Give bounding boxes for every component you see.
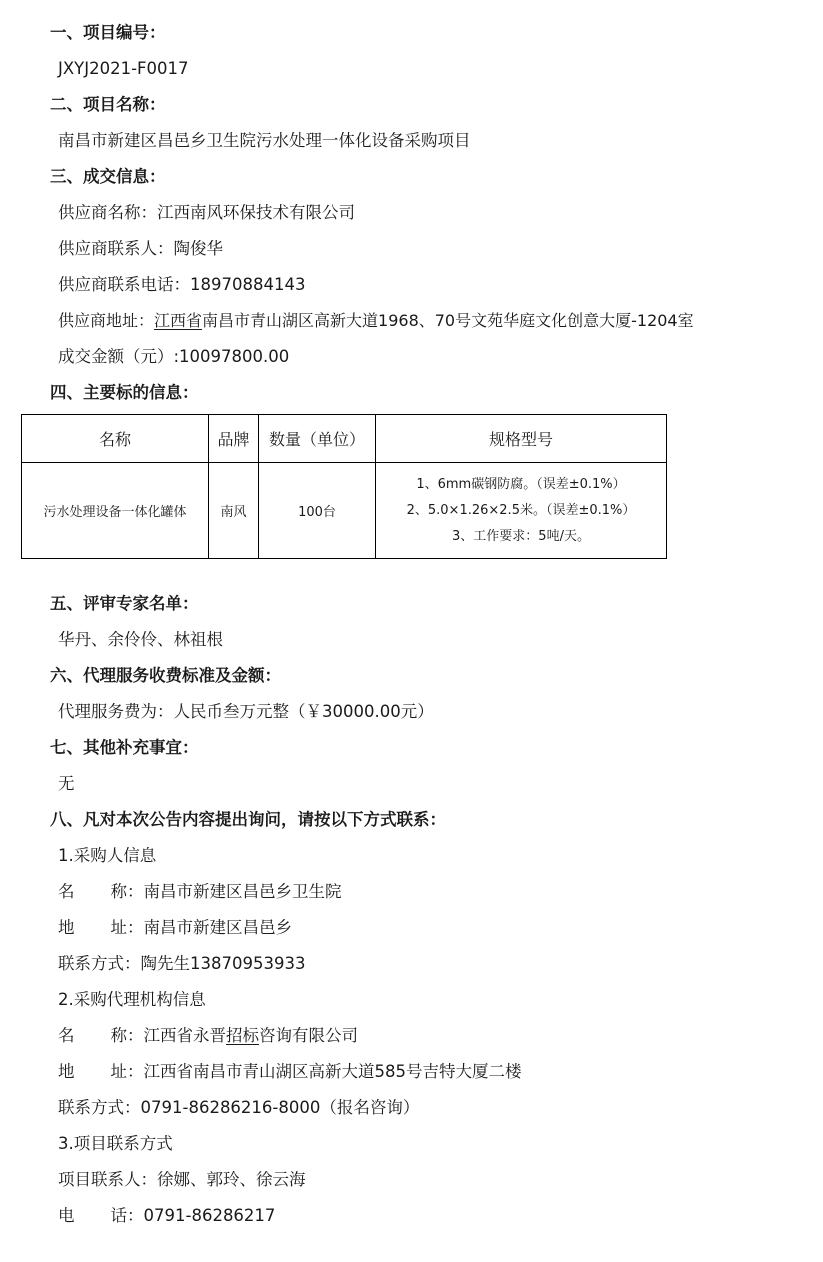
- table-row: [22, 463, 667, 559]
- cell-brand: 南风: [209, 463, 259, 559]
- cell-name: 污水处理设备一体化罐体: [22, 463, 209, 559]
- agency-contact: 联系方式：0791-86286216-8000（报名咨询）: [58, 1098, 420, 1117]
- header-name: 名称: [22, 415, 209, 463]
- supplier-address-province: 江西省: [154, 311, 203, 330]
- agency-name: [58, 1026, 358, 1046]
- spec-line-3: 3、工作要求：5吨/天。: [452, 528, 590, 544]
- supplier-address-label: 供应商地址：: [58, 311, 155, 330]
- header-quantity: 数量（单位）: [259, 415, 376, 463]
- spec-line-2: 2、5.0×1.26×2.5米。（误差±0.1%）: [406, 502, 636, 518]
- purchaser-heading: 1.采购人信息: [58, 846, 157, 865]
- supplier-contact: 供应商联系人：陶俊华: [58, 239, 223, 258]
- label-char: 名: [58, 1026, 75, 1045]
- agency-heading: 2.采购代理机构信息: [58, 990, 206, 1009]
- project-contact-people: 项目联系人：徐娜、郭玲、徐云海: [58, 1170, 306, 1189]
- purchaser-name: [58, 882, 342, 902]
- deal-amount: 成交金额（元）:10097800.00: [58, 347, 290, 366]
- agency-address: [58, 1062, 522, 1082]
- agency-address-value: 江西省南昌市青山湖区高新大道585号吉特大厦二楼: [143, 1062, 522, 1081]
- purchaser-address: [58, 918, 292, 938]
- label-char: 址：: [110, 1062, 144, 1081]
- cell-spec: [376, 463, 667, 559]
- table-header-row: [22, 415, 667, 463]
- purchaser-contact: 联系方式：陶先生13870953933: [58, 954, 306, 973]
- contact-heading: 八、凡对本次公告内容提出询问，请按以下方式联系：: [50, 810, 446, 829]
- label-char: 电: [58, 1206, 75, 1225]
- agency-name-part3: 咨询有限公司: [259, 1026, 358, 1045]
- supplier-address-rest: 南昌市青山湖区高新大道1968、70号文苑华庭文化创意大厦-1204室: [202, 311, 694, 330]
- label-char: 名: [58, 882, 75, 901]
- project-contact-phone: [58, 1206, 275, 1226]
- agency-name-underlined: 招标: [226, 1026, 259, 1045]
- experts-heading: 五、评审专家名单：: [50, 594, 199, 613]
- label-char: 话：: [110, 1206, 144, 1225]
- project-name-heading: 二、项目名称：: [50, 95, 166, 114]
- main-item-heading: 四、主要标的信息：: [50, 383, 199, 402]
- purchaser-name-value: 南昌市新建区昌邑乡卫生院: [143, 882, 342, 901]
- project-contact-heading: 3.项目联系方式: [58, 1134, 173, 1153]
- label-char: 地: [58, 918, 75, 937]
- header-brand: 品牌: [209, 415, 259, 463]
- other-matters-heading: 七、其他补充事宜：: [50, 738, 199, 757]
- label-char: 称：: [110, 882, 144, 901]
- supplier-name: 供应商名称：江西南风环保技术有限公司: [58, 203, 355, 222]
- deal-info-heading: 三、成交信息：: [50, 167, 166, 186]
- project-number-heading: 一、项目编号：: [50, 23, 166, 42]
- purchaser-address-value: 南昌市新建区昌邑乡: [143, 918, 292, 937]
- label-char: 称：: [110, 1026, 144, 1045]
- main-item-table: [21, 414, 667, 559]
- agency-fee: 代理服务费为：人民币叁万元整（￥30000.00元）: [58, 702, 434, 721]
- agency-fee-heading: 六、代理服务收费标准及金额：: [50, 666, 281, 685]
- supplier-address: [58, 311, 694, 331]
- label-char: 地: [58, 1062, 75, 1081]
- other-matters: 无: [58, 774, 75, 793]
- label-char: 址：: [110, 918, 144, 937]
- cell-quantity: 100台: [259, 463, 376, 559]
- project-name: 南昌市新建区昌邑乡卫生院污水处理一体化设备采购项目: [58, 131, 471, 150]
- project-number: JXYJ2021-F0017: [58, 59, 189, 78]
- supplier-phone: 供应商联系电话：18970884143: [58, 275, 306, 294]
- header-spec: 规格型号: [376, 415, 667, 463]
- project-phone-value: 0791-86286217: [143, 1206, 276, 1225]
- experts-list: 华丹、余伶伶、林祖根: [58, 630, 223, 649]
- agency-name-part1: 江西省永晋: [143, 1026, 226, 1045]
- spec-line-1: 1、6mm碳钢防腐。（误差±0.1%）: [416, 476, 626, 492]
